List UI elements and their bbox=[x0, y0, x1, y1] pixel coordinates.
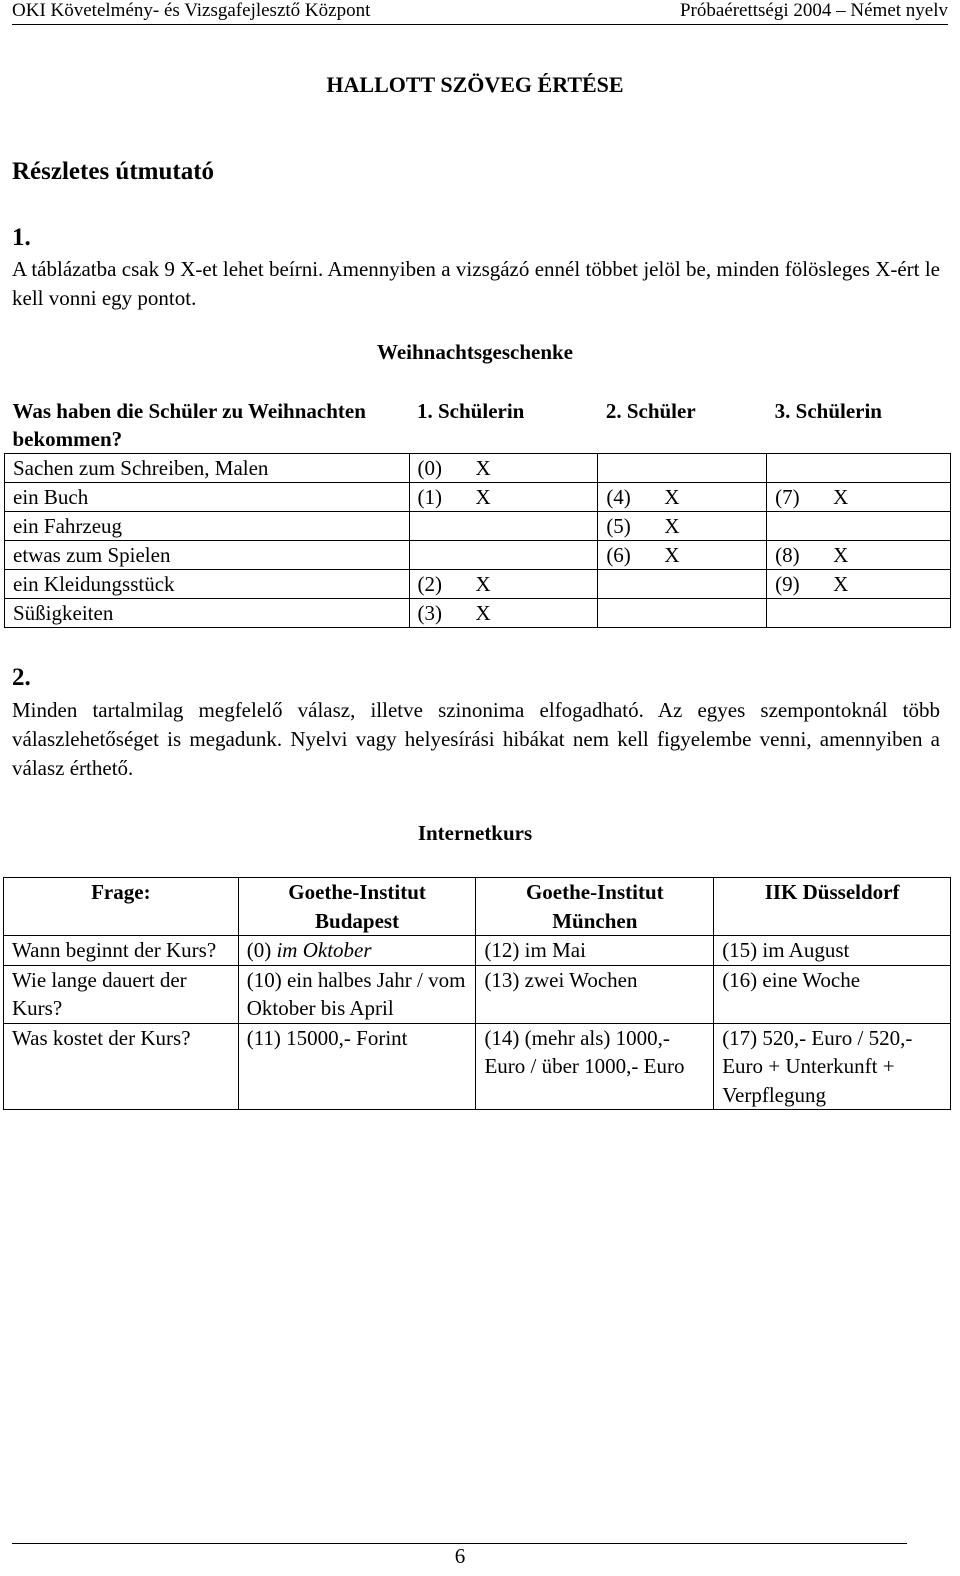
table-header-cell: Goethe-Institut Budapest bbox=[238, 878, 476, 936]
answer-cell: (10) ein halbes Jahr / vom Oktober bis April bbox=[238, 965, 476, 1023]
table-header-cell: 3. Schülerin bbox=[774, 399, 882, 423]
table-cell: (4) X bbox=[598, 483, 767, 512]
answer-cell: (16) eine Woche bbox=[714, 965, 951, 1023]
subtitle: Részletes útmutató bbox=[12, 158, 215, 185]
table-row bbox=[5, 541, 951, 570]
section1-text: A táblázatba csak 9 X-et lehet beírni. Amennyiben a vizsgázó ennél többet jelöl be, minden fölösleges X-ért le kell vonni egy pontot. bbox=[12, 257, 940, 310]
table-cell bbox=[598, 599, 767, 628]
table-cell: (7) X bbox=[767, 483, 951, 512]
table-header-cell: Was haben die Schüler zu Weihnachten bekommen? bbox=[12, 399, 366, 451]
table-header-cell: Frage: bbox=[4, 878, 239, 936]
row-label: etwas zum Spielen bbox=[5, 541, 410, 570]
question-cell: Wie lange dauert der Kurs? bbox=[4, 965, 239, 1023]
table-cell: (0) X bbox=[409, 454, 598, 483]
table-header-cell: IIK Düsseldorf bbox=[714, 878, 951, 936]
table-cell bbox=[767, 454, 951, 483]
answer-cell: (0) im Oktober bbox=[238, 936, 476, 966]
table-cell: (2) X bbox=[409, 570, 598, 599]
table-cell: (8) X bbox=[767, 541, 951, 570]
row-label: ein Buch bbox=[5, 483, 410, 512]
question-cell: Wann beginnt der Kurs? bbox=[4, 936, 239, 966]
answer-cell: (17) 520,- Euro / 520,- Euro + Unterkunft + Verpflegung bbox=[714, 1023, 951, 1110]
header-right: Próbaérettségi 2004 – Német nyelv bbox=[679, 0, 948, 21]
table-cell bbox=[767, 599, 951, 628]
table-header-cell: Goethe-Institut München bbox=[476, 878, 714, 936]
row-label: ein Fahrzeug bbox=[5, 512, 410, 541]
answer-cell: (13) zwei Wochen bbox=[476, 965, 714, 1023]
table-cell: (9) X bbox=[767, 570, 951, 599]
table-cell bbox=[409, 512, 598, 541]
table-cell: (3) X bbox=[409, 599, 598, 628]
answer-cell: (11) 15000,- Forint bbox=[238, 1023, 476, 1110]
answer-cell: (12) im Mai bbox=[476, 936, 714, 966]
table-cell: (6) X bbox=[598, 541, 767, 570]
page-number: 6 bbox=[454, 1544, 466, 1568]
table-cell bbox=[767, 512, 951, 541]
section2-text: Minden tartalmilag megfelelő válasz, illetve szinonima elfogadható. Az egyes szempontoknál több válaszlehetőséget is megadunk. Nyelvi vagy helyesírási hibákat nem kell figyelembe venni, amennyiben a válasz érthető. bbox=[12, 698, 940, 780]
section2-number: 2. bbox=[12, 664, 31, 691]
table-header-cell: 1. Schülerin bbox=[417, 399, 525, 423]
table1-title: Weihnachtsgeschenke bbox=[376, 340, 573, 364]
table-row bbox=[5, 599, 951, 628]
answer-cell: (15) im August bbox=[714, 936, 951, 966]
row-label: Süßigkeiten bbox=[5, 599, 410, 628]
table-cell: (1) X bbox=[409, 483, 598, 512]
table-cell bbox=[409, 541, 598, 570]
table-cell bbox=[598, 570, 767, 599]
table-row bbox=[4, 1023, 951, 1110]
table-cell: (5) X bbox=[598, 512, 767, 541]
header-left: OKI Követelmény- és Vizsgafejlesztő Központ bbox=[12, 0, 371, 21]
row-label: Sachen zum Schreiben, Malen bbox=[5, 454, 410, 483]
table-header-row bbox=[4, 878, 951, 936]
page-header bbox=[12, 0, 948, 25]
table2-title: Internetkurs bbox=[417, 821, 533, 845]
answer-cell: (14) (mehr als) 1000,- Euro / über 1000,- Euro bbox=[476, 1023, 714, 1110]
table-row bbox=[5, 570, 951, 599]
table-row bbox=[4, 936, 951, 966]
table-cell bbox=[598, 454, 767, 483]
table-row bbox=[5, 512, 951, 541]
table-header-cell: 2. Schüler bbox=[605, 399, 696, 423]
section1-number: 1. bbox=[12, 224, 31, 251]
table-row bbox=[5, 483, 951, 512]
table-row bbox=[5, 454, 951, 483]
gifts-table bbox=[4, 396, 951, 628]
table-header-row bbox=[5, 396, 951, 454]
table-row bbox=[4, 965, 951, 1023]
page-title: HALLOTT SZÖVEG ÉRTÉSE bbox=[326, 72, 624, 97]
row-label: ein Kleidungsstück bbox=[5, 570, 410, 599]
internetkurs-table bbox=[3, 877, 951, 1110]
question-cell: Was kostet der Kurs? bbox=[4, 1023, 239, 1110]
